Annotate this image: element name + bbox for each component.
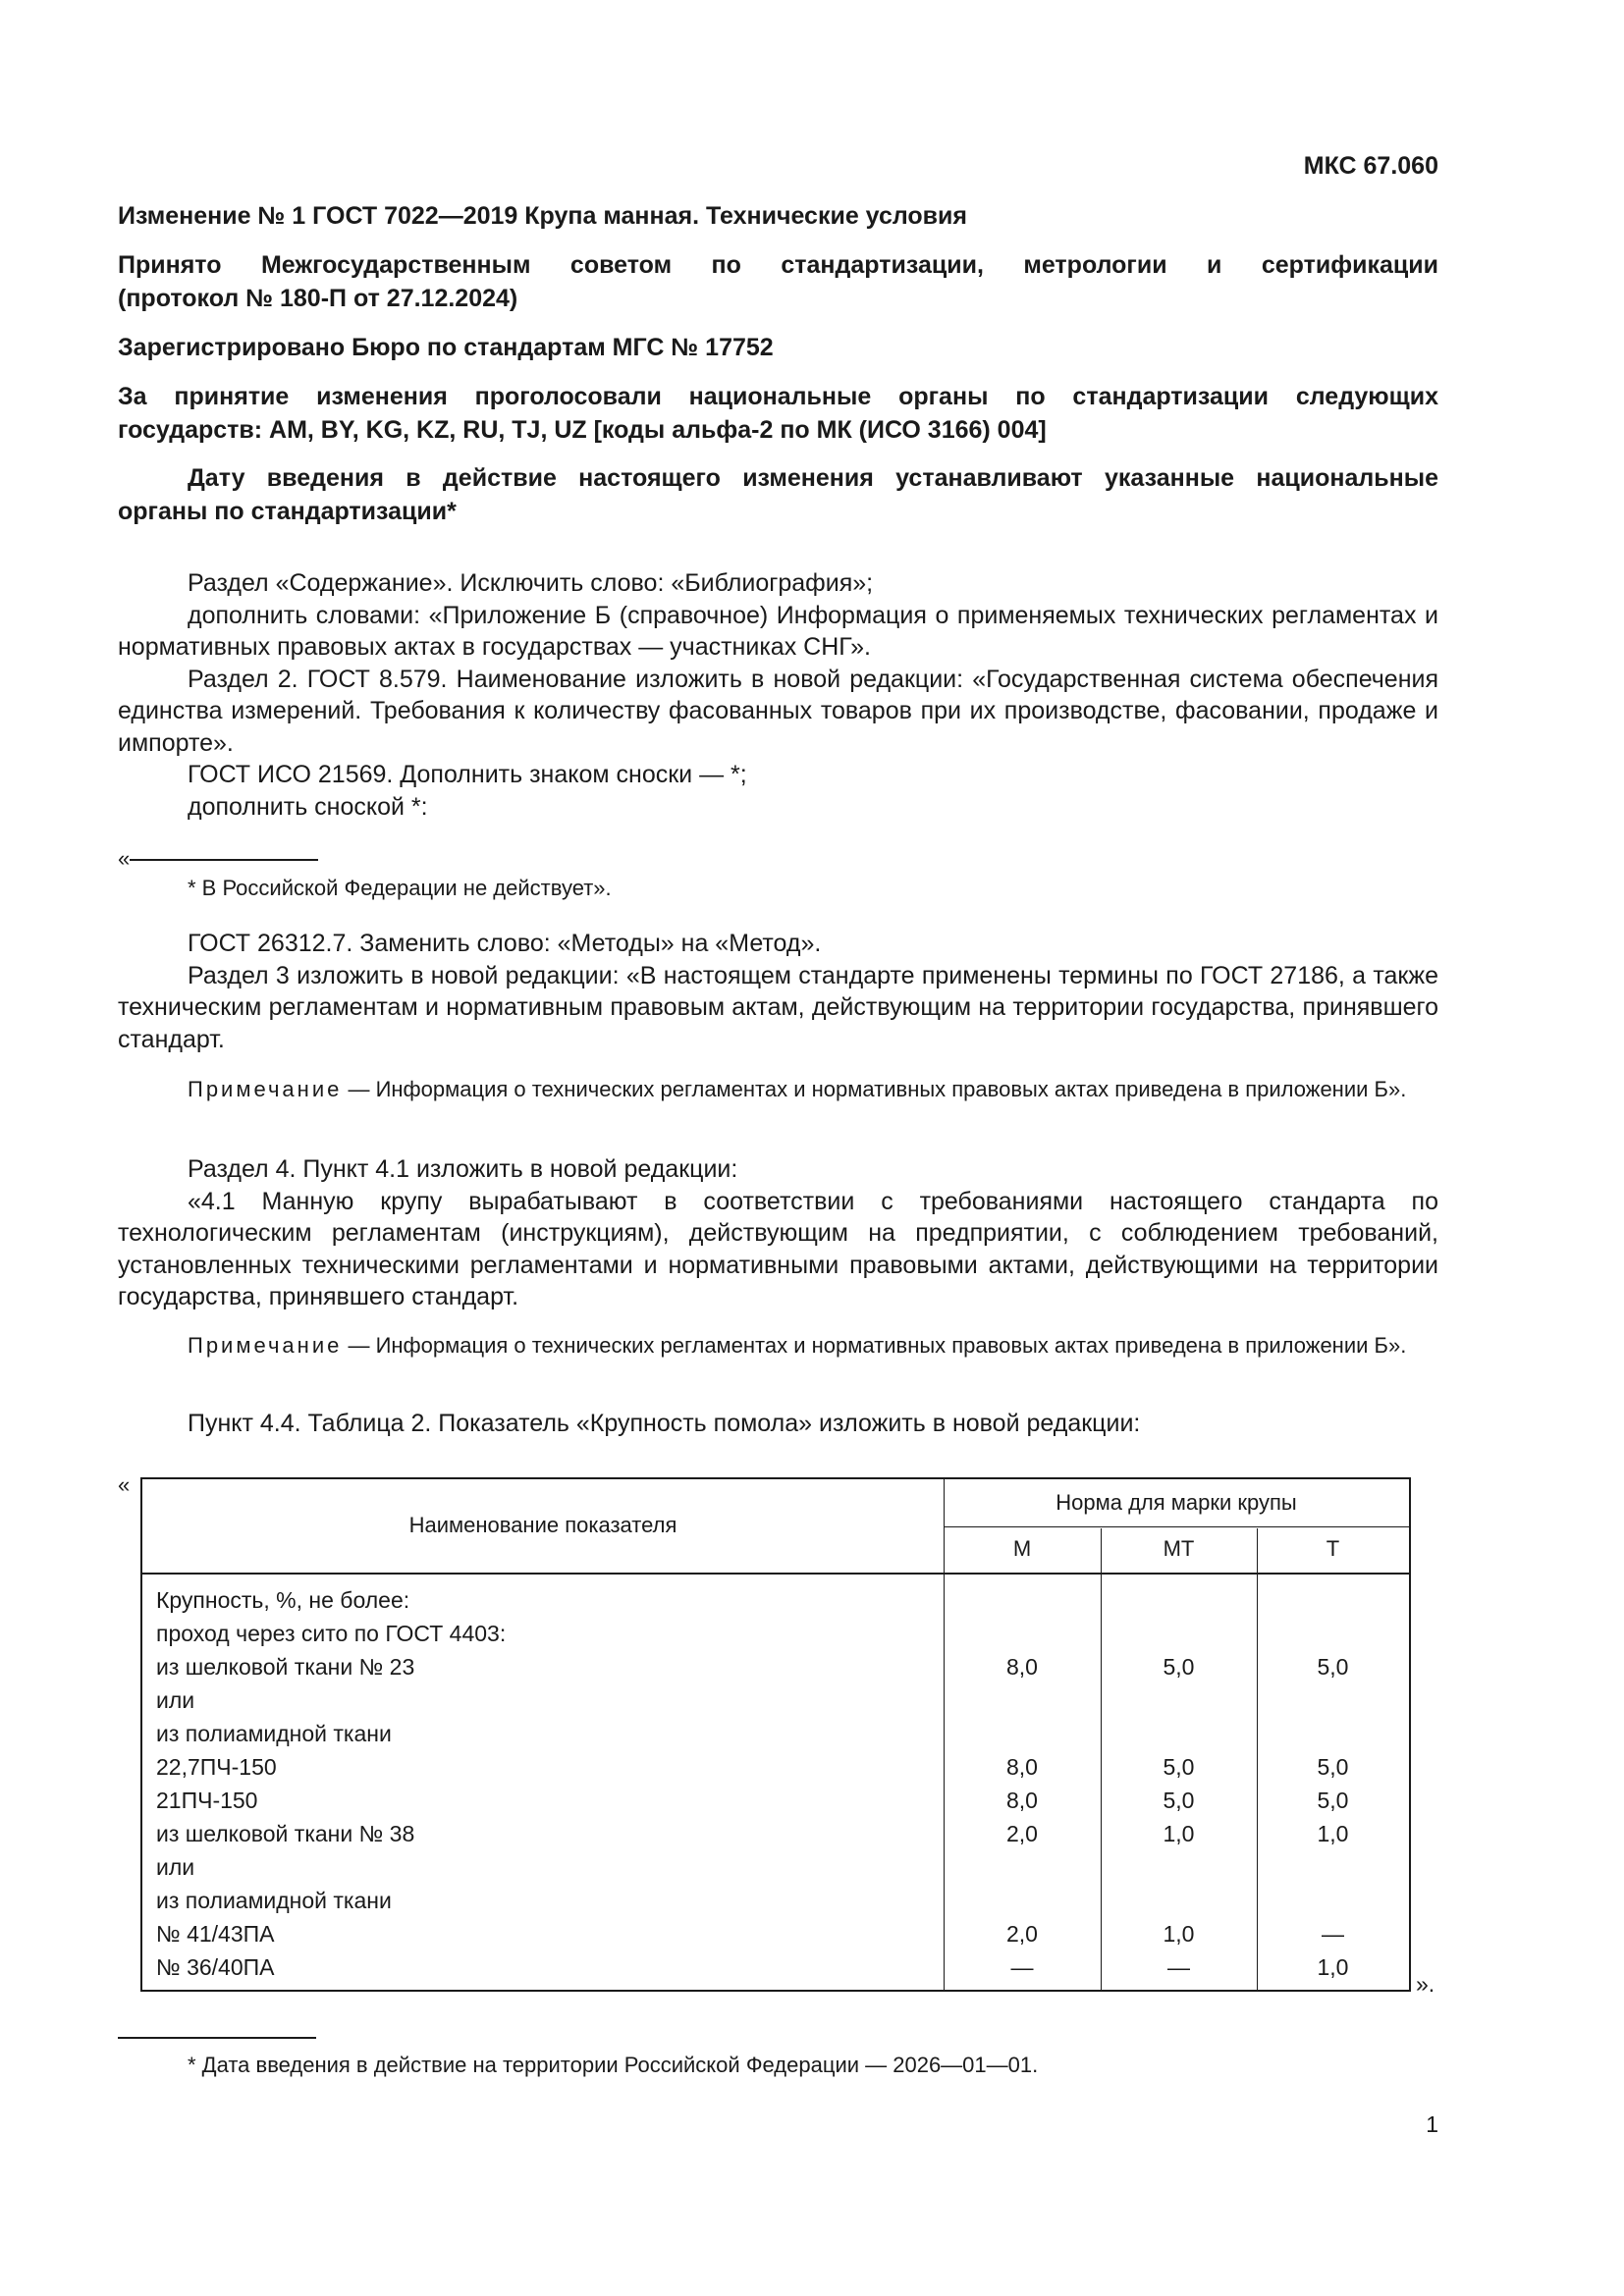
body-section-2	[118, 928, 1438, 1055]
note-2-label: Примечание	[188, 1333, 343, 1358]
paragraph-annex-b: дополнить словами: «Приложение Б (справочное) Информация о применяемых технических регламентах и нормативных правовых актах в государствах — участниках СНГ».	[118, 601, 1438, 661]
header-norm-group: Норма для марки крупы	[1056, 1490, 1297, 1515]
table-cell: 5,0	[1163, 1788, 1195, 1813]
page-footnote: * Дата введения в действие на территории Российской Федерации — 2026—01—01.	[188, 2053, 1039, 2077]
page-footnote-rule	[118, 2037, 316, 2039]
voted-line-1: За принятие изменения проголосовали национальные органы по стандартизации следующих	[118, 383, 1438, 410]
paragraph-section-3: Раздел 3 изложить в новой редакции: «В настоящем стандарте применены термины по ГОСТ 27186, а также техническим регламентам и нормативным правовым актам, действующим на территории государства, принявшего стандарт.	[118, 961, 1438, 1053]
effective-date-statement	[118, 461, 1438, 528]
note-1	[118, 1075, 1438, 1104]
table-row: из шелковой ткани № 23	[156, 1654, 415, 1680]
header-indicator-name: Наименование показателя	[408, 1513, 677, 1537]
fineness-table	[140, 1477, 1411, 1992]
table-cell: —	[1322, 1921, 1344, 1947]
table-quote-close: ».	[1416, 1971, 1435, 1997]
note-1-label: Примечание	[188, 1077, 343, 1101]
table-row: № 36/40ПА	[156, 1954, 275, 1980]
voted-statement	[118, 380, 1438, 447]
table-quote-open: «	[118, 1472, 131, 1497]
effective-line-1: Дату введения в действие настоящего изменения устанавливают указанные национальные	[188, 464, 1438, 492]
registered-statement: Зарегистрировано Бюро по стандартам МГС № 17752	[118, 334, 774, 361]
paragraph-section-2: Раздел 2. ГОСТ 8.579. Наименование изложить в новой редакции: «Государственная система обеспечения единства измерений. Требования к количеству фасованных товаров при их производстве, фасовании, продаже и импорте».	[118, 665, 1438, 757]
table-cell: 8,0	[1006, 1654, 1038, 1680]
note-2-text: — Информация о технических регламентах и нормативных правовых актах приведена в приложении Б».	[342, 1333, 1407, 1358]
table-row: из полиамидной ткани	[156, 1888, 392, 1913]
table-row: 21ПЧ-150	[156, 1788, 258, 1813]
paragraph-gost-26312: ГОСТ 26312.7. Заменить слово: «Методы» на «Метод».	[188, 930, 822, 957]
table-cell: 2,0	[1006, 1821, 1038, 1846]
table-cell: 5,0	[1163, 1754, 1195, 1780]
voted-line-2: государств: AM, BY, KG, KZ, RU, TJ, UZ [коды альфа-2 по МК (ИСО 3166) 004]	[118, 416, 1047, 444]
table-cell: —	[1010, 1954, 1034, 1980]
table-row: 22,7ПЧ-150	[156, 1754, 277, 1780]
table-cell: 5,0	[1317, 1754, 1349, 1780]
table-cell: 8,0	[1006, 1788, 1038, 1813]
paragraph-add-footnote: дополнить сноской *:	[188, 792, 428, 821]
adopted-line-1: Принято Межгосударственным советом по стандартизации, метрологии и сертификации	[118, 251, 1438, 279]
header-col-t: Т	[1326, 1536, 1340, 1561]
table-row: или	[156, 1687, 195, 1713]
table-cell: 1,0	[1163, 1821, 1195, 1846]
adopted-statement	[118, 248, 1438, 315]
mks-code: МКС 67.060	[1303, 152, 1438, 180]
amendment-title: Изменение № 1 ГОСТ 7022—2019 Крупа манная. Технические условия	[118, 202, 968, 230]
table-row: из шелковой ткани № 38	[156, 1821, 415, 1846]
quote-open-mark: «	[118, 846, 131, 871]
table-row: Крупность, %, не более:	[156, 1587, 410, 1613]
table-row: проход через сито по ГОСТ 4403:	[156, 1621, 507, 1646]
body-section-3	[118, 1153, 1438, 1313]
table-row: из полиамидной ткани	[156, 1721, 392, 1746]
note-2	[118, 1331, 1438, 1361]
table-cell: 1,0	[1317, 1821, 1349, 1846]
table-cell: 1,0	[1163, 1921, 1195, 1947]
document-page	[118, 0, 1438, 2296]
footnote-not-valid-ru: * В Российской Федерации не действует».	[188, 876, 612, 900]
table-cell: 5,0	[1317, 1654, 1349, 1680]
table-cell: 5,0	[1163, 1654, 1195, 1680]
footnote-rule	[130, 859, 318, 861]
paragraph-clause-4-1: «4.1 Манную крупу вырабатывают в соответствии с требованиями настоящего стандарта по технологическим регламентам (инструкциям), действующим на предприятии, с соблюдением требований, установленных техническими регламентами и нормативными правовыми актами, действующими на территории государства, принявшего стандарт.	[118, 1187, 1438, 1310]
paragraph-contents: Раздел «Содержание». Исключить слово: «Библиография»;	[188, 569, 874, 597]
paragraph-iso-21569: ГОСТ ИСО 21569. Дополнить знаком сноски — *;	[188, 761, 747, 788]
table-cell: 2,0	[1006, 1921, 1038, 1947]
body-section-1	[118, 567, 1438, 823]
table-cell: —	[1167, 1954, 1190, 1980]
table-row: или	[156, 1854, 195, 1880]
table-cell: 8,0	[1006, 1754, 1038, 1780]
header-col-mt: МТ	[1163, 1536, 1195, 1561]
table-cell: 5,0	[1317, 1788, 1349, 1813]
effective-line-2: органы по стандартизации*	[118, 498, 457, 525]
table-cell: 1,0	[1317, 1954, 1349, 1980]
adopted-line-2: (протокол № 180-П от 27.12.2024)	[118, 285, 518, 312]
table-row: № 41/43ПА	[156, 1921, 275, 1947]
note-1-text: — Информация о технических регламентах и нормативных правовых актах приведена в приложении Б».	[342, 1077, 1407, 1101]
header-col-m: М	[1012, 1536, 1032, 1561]
paragraph-clause-4-4: Пункт 4.4. Таблица 2. Показатель «Крупность помола» изложить в новой редакции:	[188, 1410, 1141, 1437]
paragraph-section-4: Раздел 4. Пункт 4.1 изложить в новой редакции:	[188, 1155, 738, 1183]
page-number: 1	[1426, 2111, 1438, 2137]
